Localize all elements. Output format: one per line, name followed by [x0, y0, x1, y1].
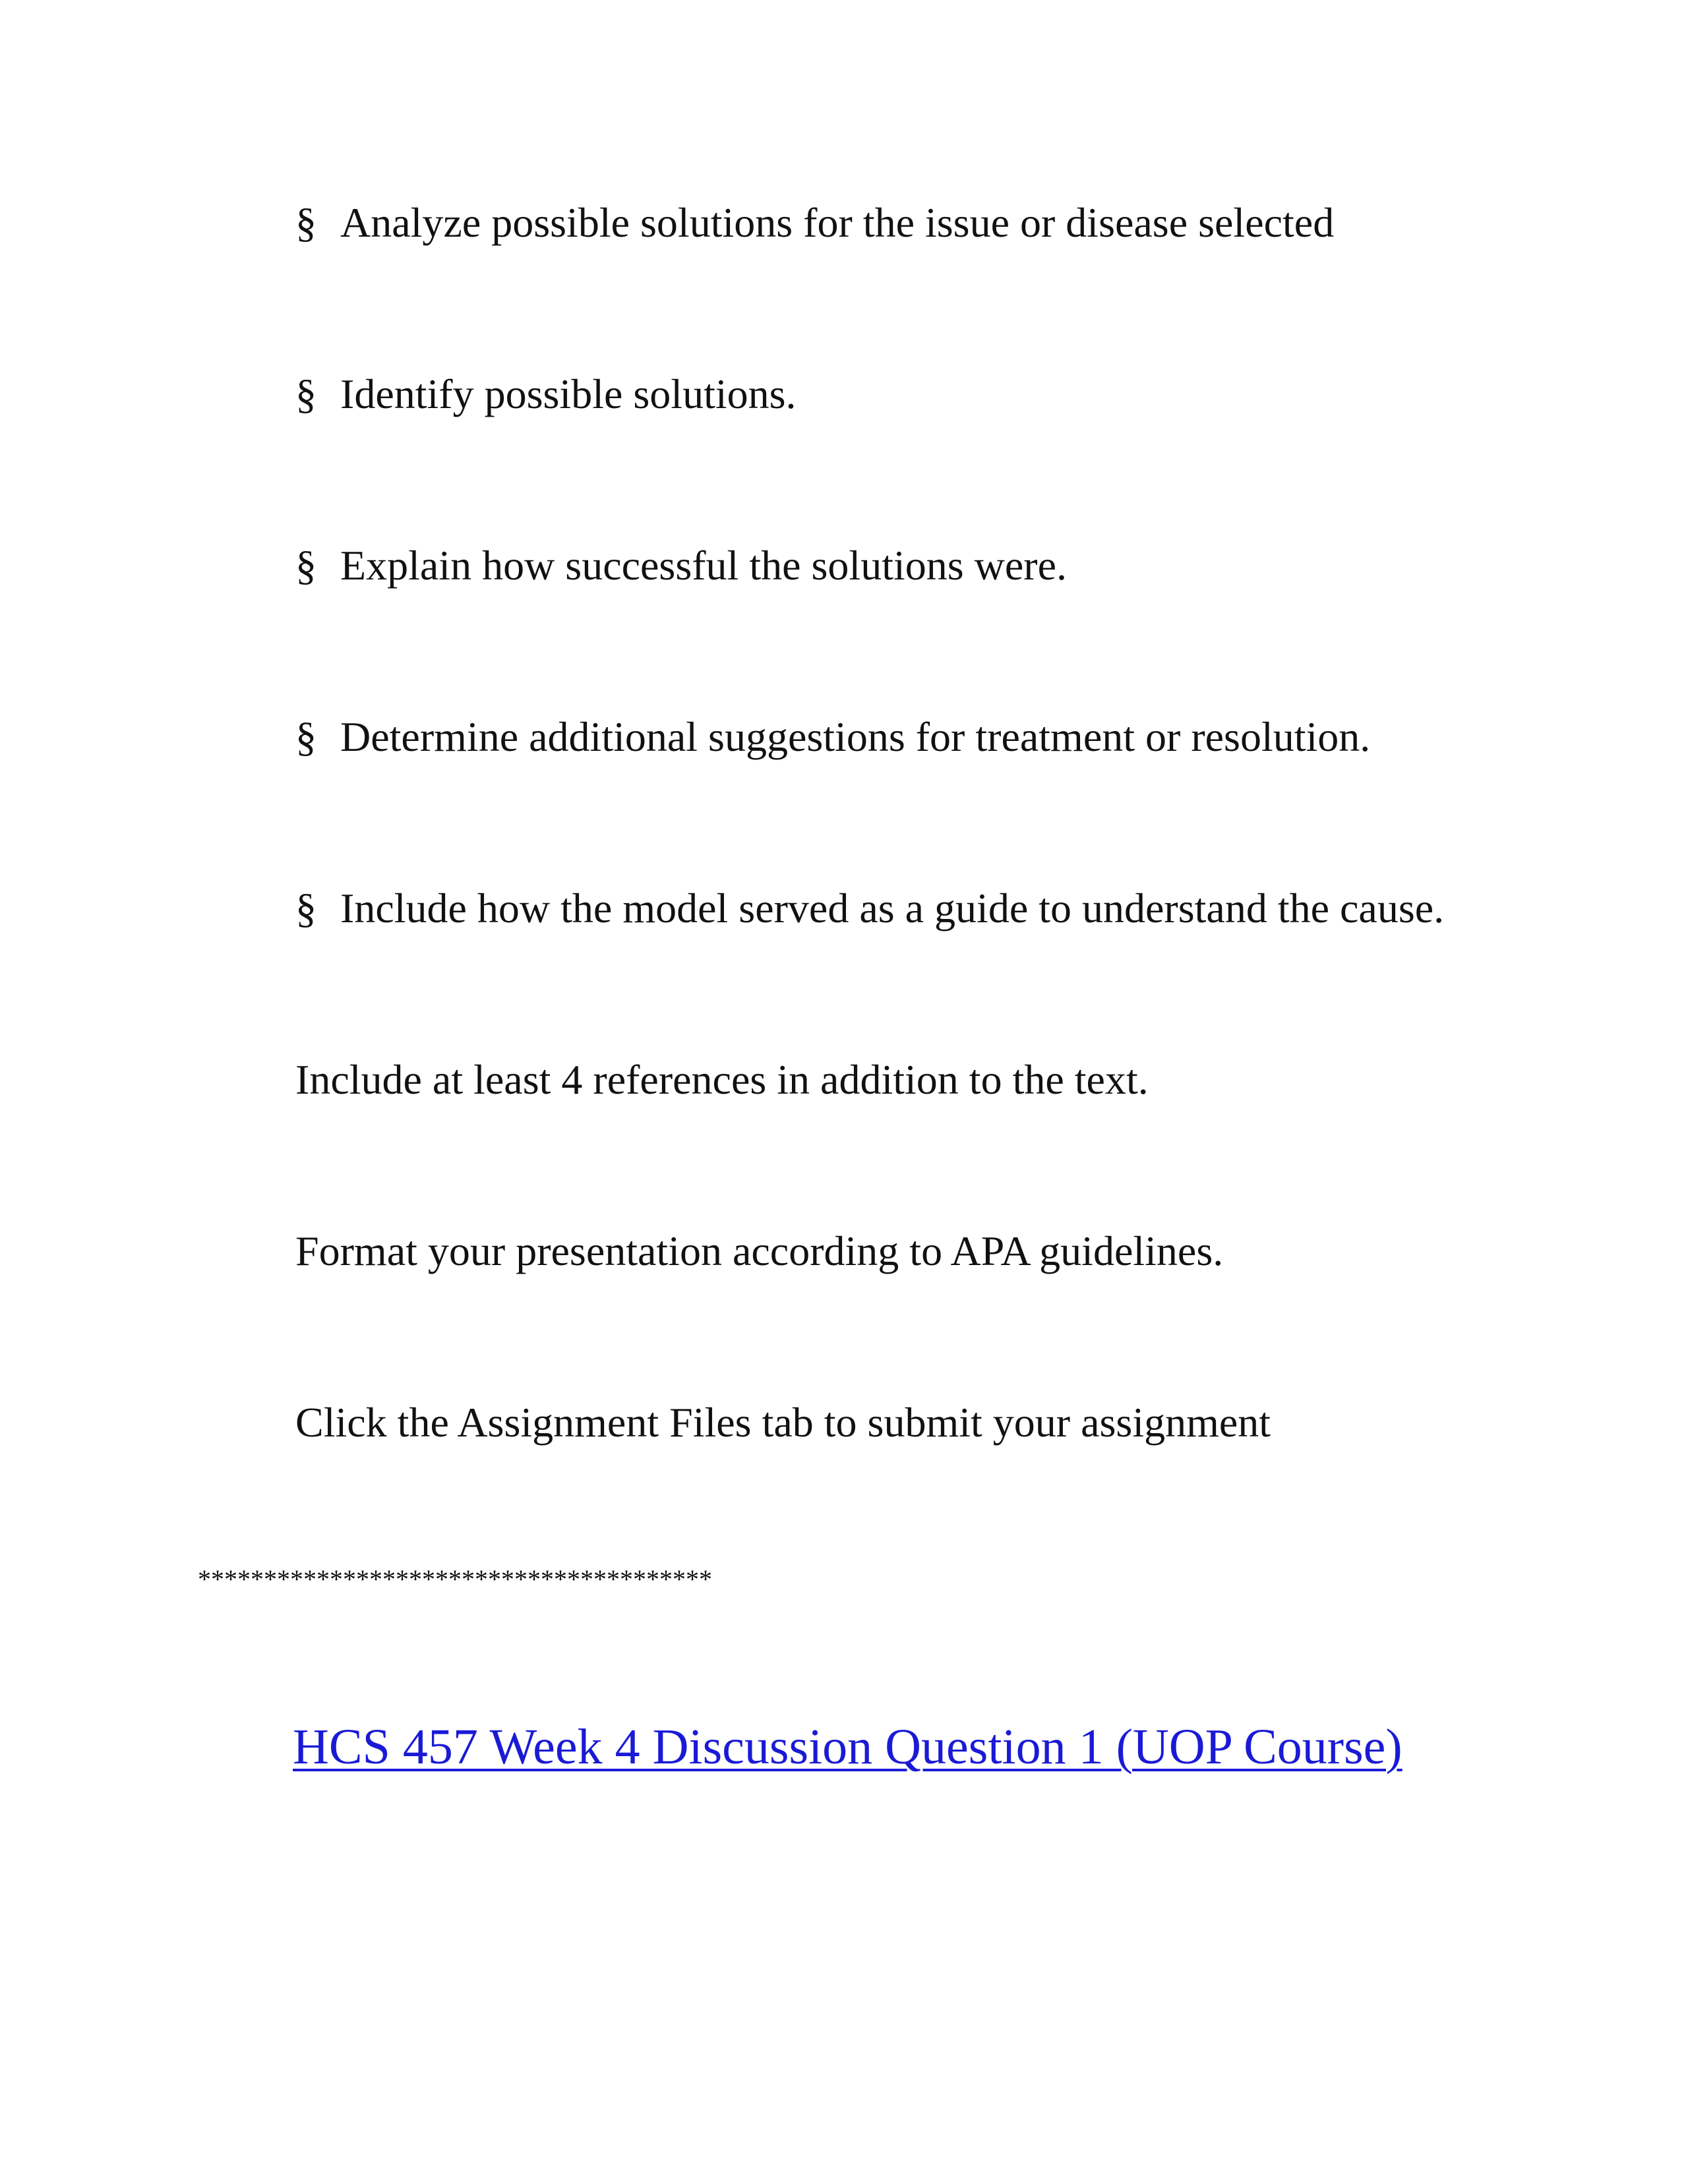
bullet-item [295, 713, 1371, 760]
asterisk-separator: *************************************** [198, 1564, 712, 1594]
bullet-text: Analyze possible solutions for the issue or disease selected [340, 199, 1335, 246]
bullet-item [295, 542, 1067, 589]
bullet-item [295, 199, 1335, 246]
bullet-text: Determine additional suggestions for treatment or resolution. [340, 713, 1371, 760]
section-sign-icon: § [295, 713, 316, 760]
course-link[interactable]: HCS 457 Week 4 Discussion Question 1 (UOP Course) [293, 1719, 1402, 1775]
section-sign-icon: § [295, 370, 316, 417]
bullet-text: Explain how successful the solutions were. [340, 542, 1067, 589]
bullet-item [295, 887, 1444, 930]
paragraph-format: Format your presentation according to APA guidelines. [295, 1227, 1224, 1274]
section-sign-icon: § [295, 199, 316, 246]
section-sign-icon: § [295, 542, 316, 589]
bullet-item [295, 370, 797, 417]
bullet-text: Include how the model served as a guide to understand the cause. [340, 885, 1445, 931]
section-sign-icon: § [295, 885, 316, 931]
paragraph-references: Include at least 4 references in addition to the text. [295, 1056, 1149, 1103]
bullet-text: Identify possible solutions. [340, 370, 797, 417]
paragraph-submit: Click the Assignment Files tab to submit your assignment [295, 1399, 1271, 1446]
